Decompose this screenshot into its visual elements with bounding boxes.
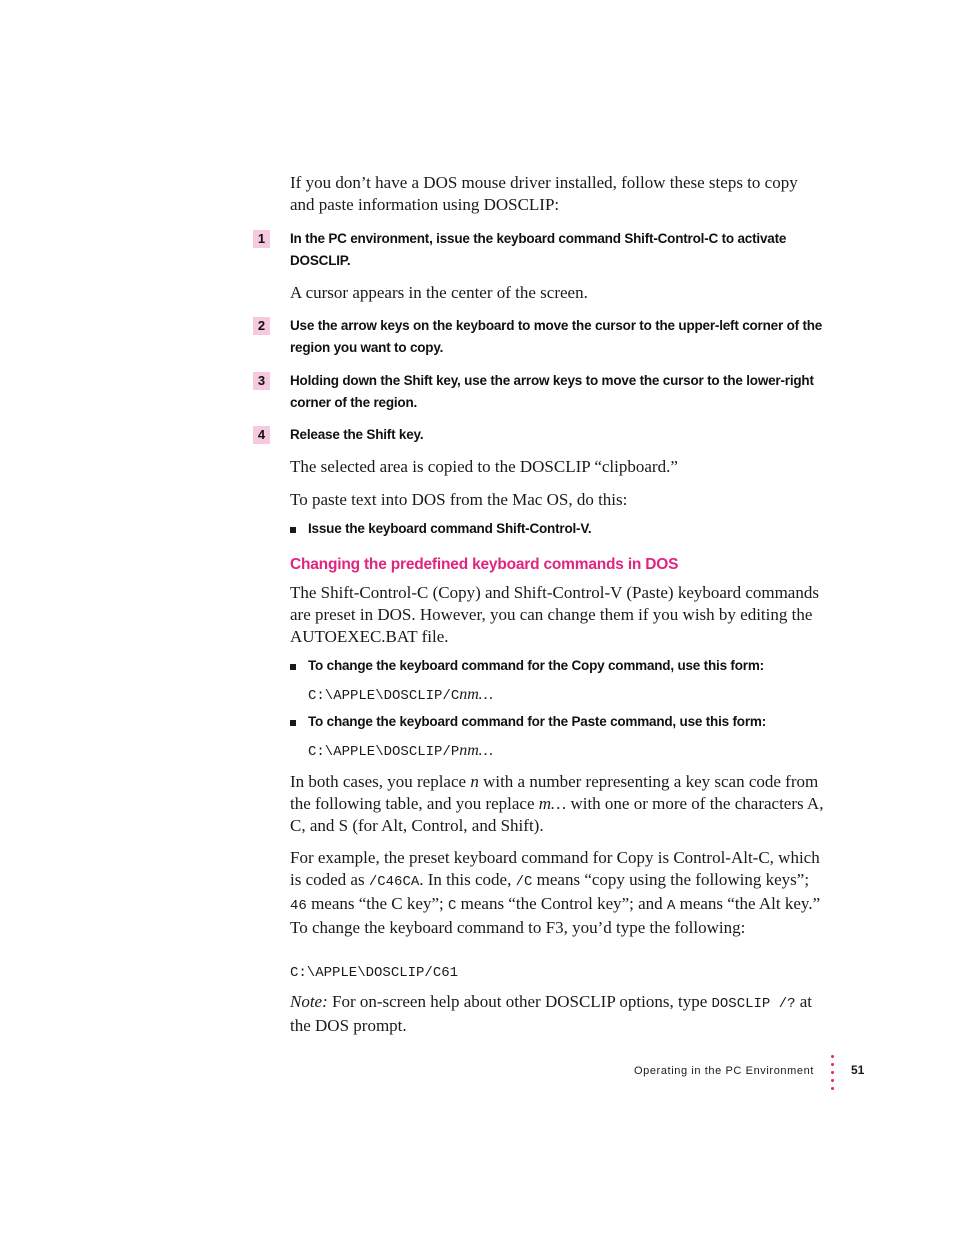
- step-2-text: Use the arrow keys on the keyboard to move the cursor to the upper-left corner of the region you want to copy.: [290, 318, 823, 355]
- text-run: In both cases, you replace: [290, 772, 471, 791]
- section-paragraph: The Shift-Control-C (Copy) and Shift-Control-V (Paste) keyboard commands are preset in DOS. However, you can change them if you wish by editing the AUTOEXEC.BAT file.: [290, 583, 819, 646]
- footer-section-title: Operating in the PC Environment: [633, 1065, 814, 1077]
- text-run: means “the C key”;: [306, 894, 448, 913]
- page-number: 51: [851, 1063, 865, 1077]
- copy-code: [308, 684, 493, 706]
- step-4-result: The selected area is copied to the DOSCLIP “clipboard.”: [290, 457, 678, 476]
- step-4-text: Release the Shift key.: [290, 427, 424, 442]
- step-number-2: 2: [253, 317, 270, 335]
- dot: [831, 1071, 834, 1074]
- text-run: . In this code,: [419, 870, 516, 889]
- paste-code: [308, 740, 493, 762]
- copy-code-prefix: C:\APPLE\DOSCLIP/C: [308, 688, 460, 704]
- text-run: For example, the preset keyboard command for Copy is Control-Alt-C, which is coded as: [290, 848, 820, 889]
- text-run: means “the Control key”; and: [456, 894, 667, 913]
- step-number-3: 3: [253, 372, 270, 390]
- dot: [831, 1087, 834, 1090]
- f3-code: C:\APPLE\DOSCLIP/C61: [290, 965, 459, 981]
- paste-cmd-bullet-text: To change the keyboard command for the Paste command, use this form:: [308, 714, 766, 729]
- bullet-icon: [290, 720, 296, 726]
- code-run: DOSCLIP /?: [711, 996, 796, 1012]
- step-number-4: 4: [253, 426, 270, 444]
- copy-code-suffix: nm…: [459, 686, 494, 703]
- paste-intro: To paste text into DOS from the Mac OS, do this:: [290, 490, 628, 509]
- code-run: C: [447, 898, 457, 914]
- text-run: with one or more of the characters A, C, and S (for Alt, Control, and Shift).: [290, 794, 824, 835]
- copy-bullet-text: To change the keyboard command for the Copy command, use this form:: [308, 658, 764, 673]
- paste-code-suffix: nm…: [459, 742, 494, 759]
- text-run: with a number representing a key scan code from the following table, and you replace: [290, 772, 819, 813]
- var-n: n: [470, 772, 479, 791]
- text-run: For on-screen help about other DOSCLIP options, type: [327, 992, 712, 1011]
- example-paragraph: [290, 847, 830, 939]
- step-number-1: 1: [253, 230, 270, 248]
- var-m: m…: [538, 794, 567, 813]
- code-run: /C: [515, 874, 533, 890]
- note-paragraph: [290, 991, 830, 1037]
- dot: [831, 1079, 834, 1082]
- step-1-text: In the PC environment, issue the keyboard command Shift-Control-C to activate DOSCLIP.: [290, 231, 787, 268]
- text-run: means “the Alt key.” To change the keyboard command to F3, you’d type the following:: [290, 894, 821, 937]
- text-run: means “copy using the following keys”;: [532, 870, 810, 889]
- step-3-text: Holding down the Shift key, use the arrow keys to move the cursor to the lower-right corner of the region.: [290, 373, 814, 410]
- both-cases-paragraph: [290, 771, 835, 837]
- dot: [831, 1063, 834, 1066]
- bullet-icon: [290, 527, 296, 533]
- dot: [831, 1055, 834, 1058]
- text-run: at the DOS prompt.: [290, 992, 813, 1035]
- note-label: Note:: [290, 992, 328, 1011]
- bullet-icon: [290, 664, 296, 670]
- code-run: /C46CA: [368, 874, 420, 890]
- step-1-result: A cursor appears in the center of the screen.: [290, 283, 588, 302]
- paste-bullet-text: Issue the keyboard command Shift-Control-V.: [308, 521, 592, 536]
- paste-code-prefix: C:\APPLE\DOSCLIP/P: [308, 744, 460, 760]
- code-run: 46: [290, 898, 307, 914]
- code-run: A: [666, 898, 676, 914]
- footer-dots-divider: [831, 1055, 834, 1095]
- intro-paragraph: If you don’t have a DOS mouse driver installed, follow these steps to copy and paste information using DOSCLIP:: [290, 173, 798, 214]
- section-heading: Changing the predefined keyboard commands in DOS: [290, 556, 679, 573]
